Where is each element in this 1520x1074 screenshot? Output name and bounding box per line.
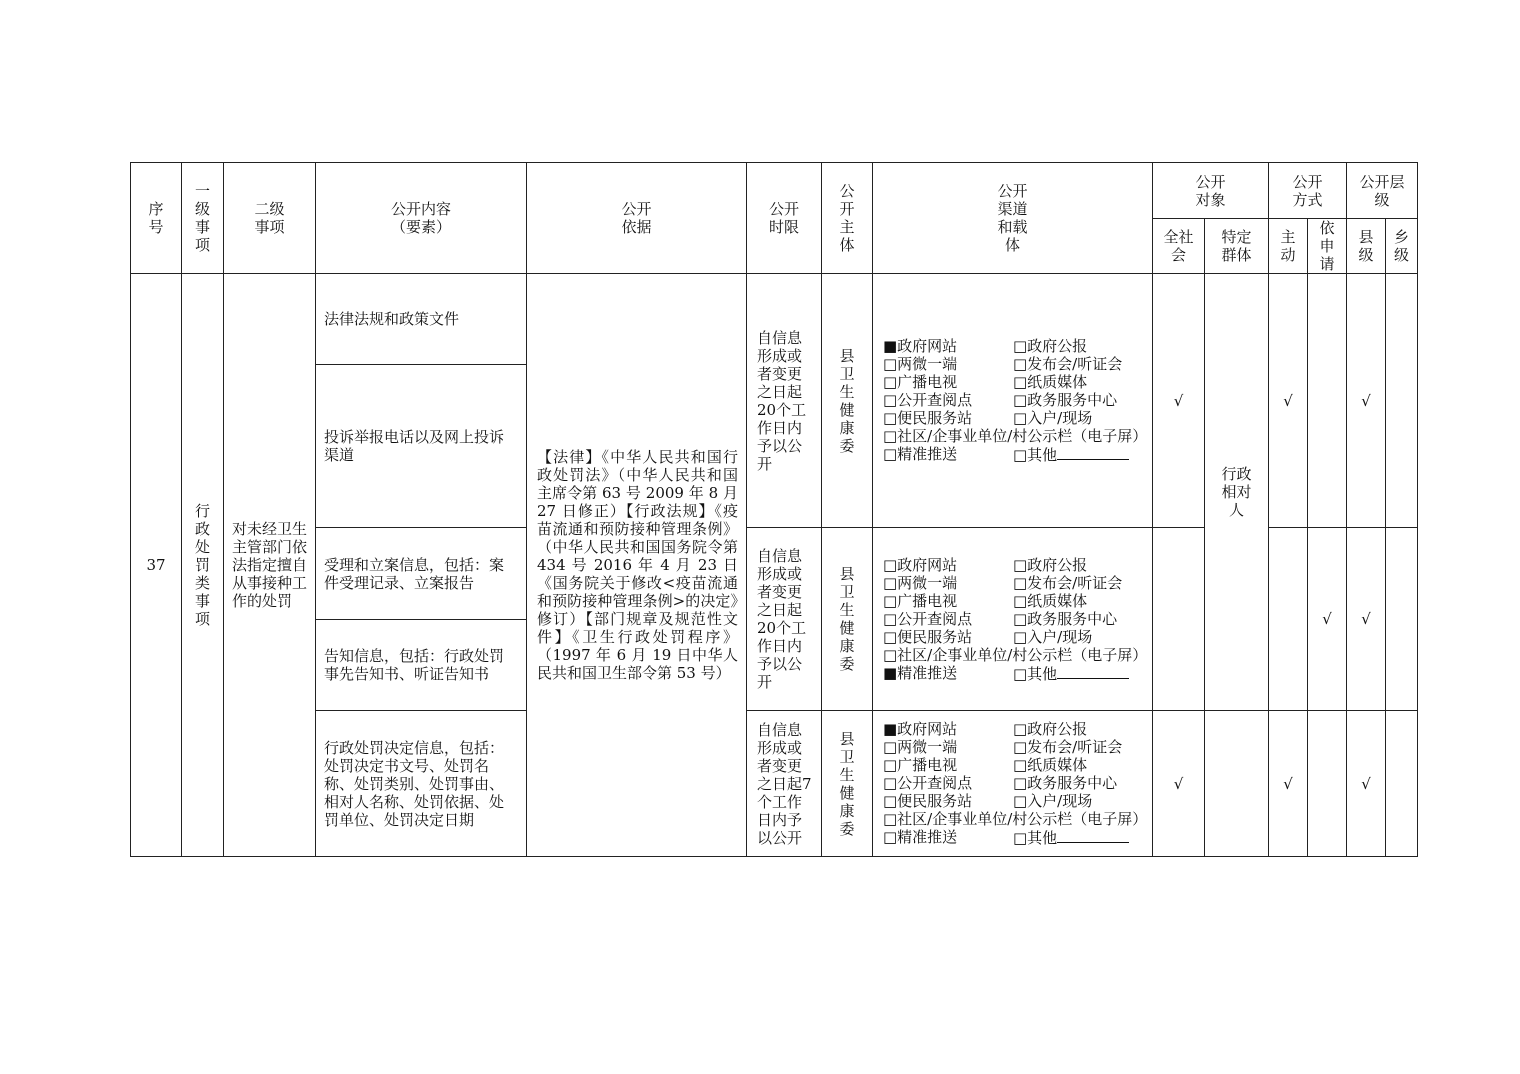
header-basis: 公开依据 xyxy=(527,163,747,274)
channel-option: □精准推送 xyxy=(883,445,958,463)
channel-option: □社区/企事业单位/村公示栏（电子屏） xyxy=(883,810,1148,828)
channel-option: □发布会/听证会 xyxy=(1013,738,1123,756)
other-blank-line xyxy=(1057,828,1129,843)
header-channel: 公开渠道和载体 xyxy=(873,163,1153,274)
channel-option: □纸质媒体 xyxy=(1013,591,1088,610)
channel-option: □便民服务站 xyxy=(883,627,973,646)
channel-option: □入户/现场 xyxy=(1013,792,1093,810)
channel-option: □其他 xyxy=(1013,445,1129,464)
channel-option: □政务服务中心 xyxy=(1013,391,1118,409)
header-level: 公开层级 xyxy=(1347,163,1418,219)
channel-option: □精准推送 xyxy=(883,828,958,846)
channel-option: □广播电视 xyxy=(883,756,958,774)
channel-option: □入户/现场 xyxy=(1013,409,1093,427)
header-level-county: 县级 xyxy=(1347,219,1386,274)
check-apply-2: √ xyxy=(1308,528,1347,711)
header-method-apply: 依申请 xyxy=(1308,219,1347,274)
channel-option: □便民服务站 xyxy=(883,409,973,427)
header-target: 公开对象 xyxy=(1153,163,1269,219)
check-active-1: √ xyxy=(1269,274,1308,528)
channel-option: □纸质媒体 xyxy=(1013,756,1088,774)
header-content: 公开内容（要素） xyxy=(316,163,527,274)
header-seq: 序号 xyxy=(131,163,182,274)
cell-specific-group: 行政相对人 xyxy=(1205,274,1269,711)
cell-content-1: 法律法规和政策文件 xyxy=(316,274,527,365)
channel-option: □其他 xyxy=(1013,664,1129,683)
check-all-society-1: √ xyxy=(1153,274,1205,528)
cell-time-limit-1: 自信息形成或者变更之日起20个工作日内予以公开 xyxy=(747,274,822,528)
channel-option: □社区/企事业单位/村公示栏（电子屏） xyxy=(883,427,1148,445)
check-all-society-3: √ xyxy=(1153,711,1205,857)
check-apply-1 xyxy=(1308,274,1347,528)
check-county-2: √ xyxy=(1347,528,1386,711)
cell-content-2: 投诉举报电话以及网上投诉渠道 xyxy=(316,365,527,528)
cell-channel-3 xyxy=(873,711,1153,857)
channel-option: □政府公报 xyxy=(1013,337,1088,355)
channel-option: □政务服务中心 xyxy=(1013,774,1118,792)
check-town-1 xyxy=(1386,274,1418,528)
header-time-limit: 公开时限 xyxy=(747,163,822,274)
channel-option: □两微一端 xyxy=(883,573,958,592)
check-county-3: √ xyxy=(1347,711,1386,857)
channel-option: □广播电视 xyxy=(883,373,958,391)
channel-option: □广播电视 xyxy=(883,591,958,610)
channel-option: □两微一端 xyxy=(883,355,958,373)
check-active-2 xyxy=(1269,528,1308,711)
cell-level2: 对未经卫生主管部门依法指定擅自从事接种工作的处罚 xyxy=(224,274,316,857)
cell-specific-group-3 xyxy=(1205,711,1269,857)
cell-subject-1: 县卫生健康委 xyxy=(822,274,873,528)
channel-option: □纸质媒体 xyxy=(1013,373,1088,391)
cell-subject-2: 县卫生健康委 xyxy=(822,528,873,711)
other-blank-line xyxy=(1057,664,1129,679)
cell-level1: 行政处罚类事项 xyxy=(182,274,224,857)
disclosure-table xyxy=(130,162,1418,857)
check-apply-3 xyxy=(1308,711,1347,857)
header-method: 公开方式 xyxy=(1269,163,1347,219)
channel-option: □发布会/听证会 xyxy=(1013,573,1123,592)
header-target-all: 全社会 xyxy=(1153,219,1205,274)
channel-option: □社区/企事业单位/村公示栏（电子屏） xyxy=(883,645,1148,664)
cell-content-3: 受理和立案信息，包括：案件受理记录、立案报告 xyxy=(316,528,527,620)
cell-seq: 37 xyxy=(131,274,182,857)
header-level-town: 乡级 xyxy=(1386,219,1418,274)
channel-option: □政府网站 xyxy=(883,555,958,574)
cell-content-5: 行政处罚决定信息，包括：处罚决定书文号、处罚名称、处罚类别、处罚事由、相对人名称、处罚依据、处罚单位、处罚决定日期 xyxy=(316,711,527,857)
header-level1: 一级事项 xyxy=(182,163,224,274)
check-county-1: √ xyxy=(1347,274,1386,528)
channel-option: □两微一端 xyxy=(883,738,958,756)
channel-option: □政务服务中心 xyxy=(1013,609,1118,628)
cell-subject-3: 县卫生健康委 xyxy=(822,711,873,857)
cell-time-limit-2: 自信息形成或者变更之日起20个工作日内予以公开 xyxy=(747,528,822,711)
check-town-3 xyxy=(1386,711,1418,857)
other-blank-line xyxy=(1057,445,1129,460)
channel-option: □公开查阅点 xyxy=(883,609,973,628)
header-target-specific: 特定群体 xyxy=(1205,219,1269,274)
channel-option: □便民服务站 xyxy=(883,792,973,810)
check-all-society-2 xyxy=(1153,528,1205,711)
channel-option: ■精准推送 xyxy=(883,663,958,682)
channel-option: □公开查阅点 xyxy=(883,774,973,792)
cell-channel-2 xyxy=(873,528,1153,711)
cell-time-limit-3: 自信息形成或者变更之日起7个工作日内予以公开 xyxy=(747,711,822,857)
channel-option: ■政府网站 xyxy=(883,720,958,738)
cell-basis: 【法律】《中华人民共和国行政处罚法》（中华人民共和国主席令第 63 号 2009 年 8 月 27 日修正）【行政法规】《疫苗流通和预防接种管理条例》（中华人民共和国国务院令第 434 号 2016 年 4 月 23 日《国务院关于修改<疫苗流通和预防接种管理条例>的决定》修订）【部门规章及规范性文件】《卫生行政处罚程序》（1997 年 6 月 19 日中华人民共和国卫生部令第 53 号） xyxy=(527,274,747,857)
check-town-2 xyxy=(1386,528,1418,711)
cell-content-4: 告知信息，包括：行政处罚事先告知书、听证告知书 xyxy=(316,620,527,711)
channel-option: □发布会/听证会 xyxy=(1013,355,1123,373)
channel-option: □入户/现场 xyxy=(1013,627,1093,646)
channel-option: □公开查阅点 xyxy=(883,391,973,409)
channel-option: ■政府网站 xyxy=(883,337,958,355)
header-level2: 二级事项 xyxy=(224,163,316,274)
channel-option: □其他 xyxy=(1013,828,1129,847)
header-subject: 公开主体 xyxy=(822,163,873,274)
cell-channel-1 xyxy=(873,274,1153,528)
channel-option: □政府公报 xyxy=(1013,720,1088,738)
check-active-3: √ xyxy=(1269,711,1308,857)
channel-option: □政府公报 xyxy=(1013,555,1088,574)
header-method-active: 主动 xyxy=(1269,219,1308,274)
